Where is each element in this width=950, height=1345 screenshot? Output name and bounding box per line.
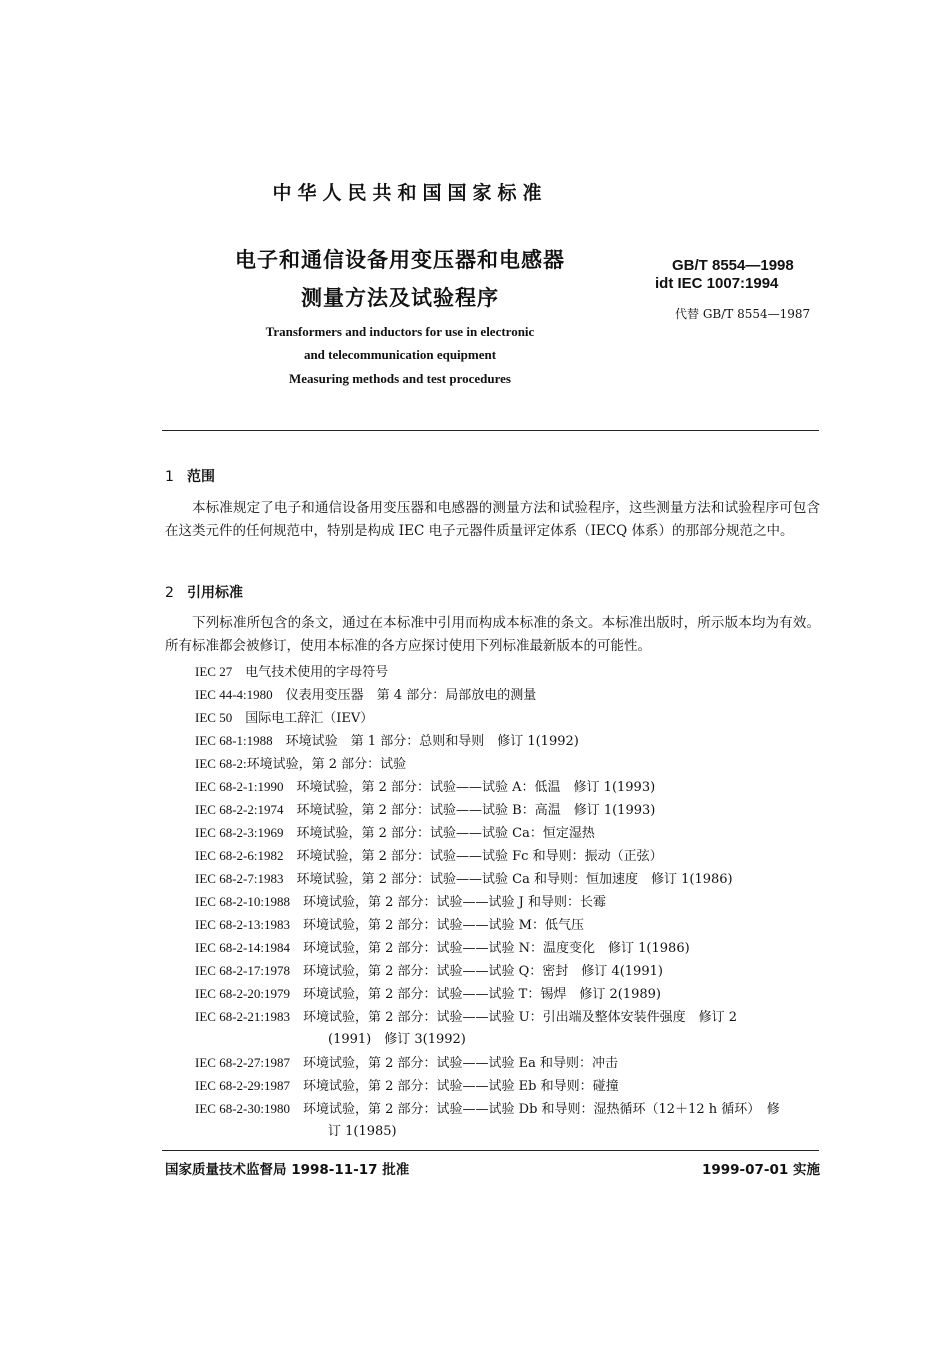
header-divider (162, 430, 819, 431)
section-2-heading (165, 582, 243, 602)
reference-item: IEC 68-2-29:1987 环境试验，第 2 部分：试验——试验 Eb 和导则：碰撞 (195, 1078, 619, 1094)
en-title-line3: Measuring methods and test procedures (289, 371, 511, 386)
reference-item: IEC 68-2:环境试验，第 2 部分：试验 (195, 756, 407, 772)
reference-item: IEC 27 电气技术使用的字母符号 (195, 664, 389, 680)
effective-date: 1999-07-01 实施 (701, 1162, 820, 1178)
reference-item: IEC 68-2-13:1983 环境试验，第 2 部分：试验——试验 M：低气压 (195, 917, 584, 933)
section-number: 2 (165, 585, 174, 601)
reference-item: IEC 68-2-3:1969 环境试验，第 2 部分：试验——试验 Ca：恒定湿热 (195, 825, 595, 841)
reference-item: IEC 68-1:1988 环境试验 第 1 部分：总则和导则 修订 1(1992) (195, 733, 579, 749)
reference-item: IEC 68-2-17:1978 环境试验，第 2 部分：试验——试验 Q：密封 修订 4(1991) (195, 963, 663, 979)
reference-item: IEC 68-2-2:1974 环境试验，第 2 部分：试验——试验 B：高温 修订 1(1993) (195, 802, 656, 818)
idt-number: idt IEC 1007:1994 (655, 275, 779, 292)
reference-item: IEC 68-2-1:1990 环境试验，第 2 部分：试验——试验 A：低温 修订 1(1993) (195, 779, 656, 795)
cn-title-line1: 电子和通信设备用变压器和电感器 (235, 248, 565, 272)
cn-title-line2: 测量方法及试验程序 (301, 286, 499, 310)
section-2-text: 下列标准所包含的条文，通过在本标准中引用而构成本标准的条文。本标准出版时，所示版本均为有效。所有标准都会被修订，使用本标准的各方应探讨使用下列标准最新版本的可能性。 (165, 615, 820, 654)
standard-number: GB/T 8554—1998 (672, 257, 794, 274)
en-title-line2: and telecommunication equipment (303, 347, 497, 362)
en-title-line1: Transformers and inductors for use in electronic (265, 324, 535, 339)
reference-item: IEC 68-2-10:1988 环境试验，第 2 部分：试验——试验 J 和导则：长霉 (195, 894, 606, 910)
reference-item: IEC 68-2-30:1980 环境试验，第 2 部分：试验——试验 Db 和导则：湿热循环（12＋12 h 循环） 修 (195, 1101, 780, 1117)
section-title: 引用标准 (187, 585, 243, 601)
reference-item-continuation: 订 1(1985) (328, 1124, 397, 1139)
reference-item: IEC 50 国际电工辞汇（IEV） (195, 710, 374, 726)
reference-item: IEC 68-2-27:1987 环境试验，第 2 部分：试验——试验 Ea 和导则：冲击 (195, 1055, 619, 1071)
approval-date: 国家质量技术监督局 1998-11-17 批准 (165, 1162, 410, 1178)
reference-item: IEC 68-2-7:1983 环境试验，第 2 部分：试验——试验 Ca 和导则：恒加速度 修订 1(1986) (195, 871, 733, 887)
reference-item: IEC 68-2-21:1983 环境试验，第 2 部分：试验——试验 U：引出端及整体安装件强度 修订 2 (195, 1009, 738, 1025)
section-1-text: 本标准规定了电子和通信设备用变压器和电感器的测量方法和试验程序，这些测量方法和试验程序可包含在这类元件的任何规范中，特别是构成 IEC 电子元器件质量评定体系（IECQ 体系）的那部分规范之中。 (165, 500, 820, 539)
reference-item: IEC 68-2-6:1982 环境试验，第 2 部分：试验——试验 Fc 和导则：振动（正弦） (195, 848, 663, 864)
reference-item: IEC 44-4:1980 仪表用变压器 第 4 部分：局部放电的测量 (195, 687, 537, 703)
section-1-heading (165, 466, 215, 486)
replaces-standard: 代替 GB/T 8554—1987 (675, 307, 811, 321)
section-number: 1 (165, 469, 174, 485)
reference-item-continuation: (1991) 修订 3(1992) (328, 1032, 466, 1047)
footer-divider (162, 1150, 819, 1151)
reference-item: IEC 68-2-14:1984 环境试验，第 2 部分：试验——试验 N：温度变化 修订 1(1986) (195, 940, 690, 956)
national-standard-header: 中华人民共和国国家标准 (272, 182, 548, 204)
section-title: 范围 (187, 469, 215, 485)
reference-item: IEC 68-2-20:1979 环境试验，第 2 部分：试验——试验 T：锡焊 修订 2(1989) (195, 986, 661, 1002)
